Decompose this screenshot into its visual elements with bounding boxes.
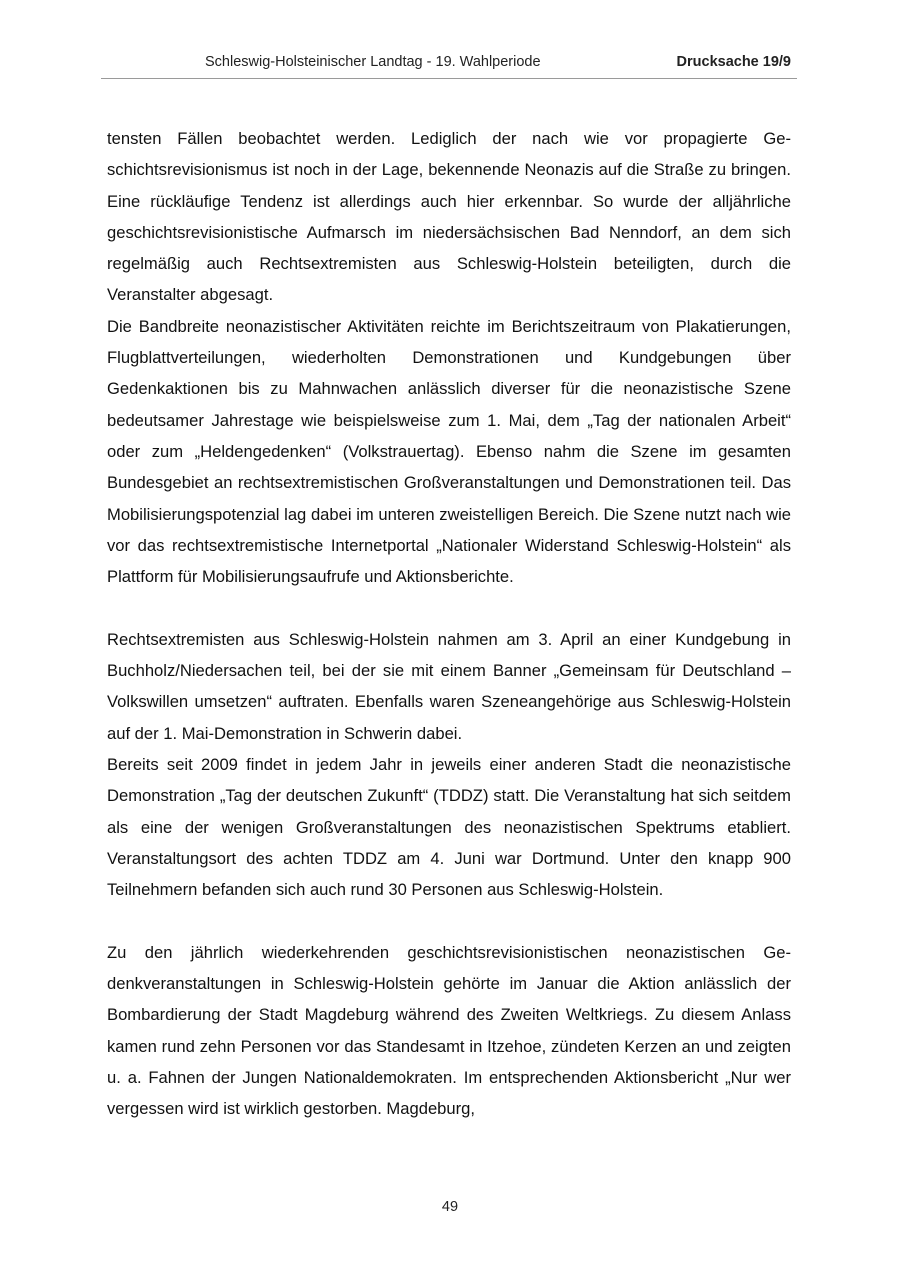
- paragraph-5: Zu den jährlich wiederkehrenden geschichtsrevisionistischen neonazistischen Gedenkveranstaltungen in Schleswig-Holstein gehörte im Januar die Aktion anlässlich der Bombardierung der Stadt Magdeburg während des Zweiten Weltkriegs. Zu diesem Anlass kamen rund zehn Personen vor das Standesamt in Itzehoe, zündeten Kerzen an und zeigten u. a. Fahnen der Jungen Nationaldemokraten. Im entsprechenden Aktionsbericht „Nur wer vergessen wird ist wirklich gestorben. Magdeburg,: [107, 942, 791, 1119]
- paragraph-4: Bereits seit 2009 findet in jedem Jahr in jeweils einer anderen Stadt die neonazistische Demonstration „Tag der deutschen Zukunft“ (TDDZ) statt. Die Veranstaltung hat sich seitdem als eine der wenigen Großveranstaltungen des neonazistischen Spektrums etabliert. Veranstaltungsort des achten TDDZ am 4. Juni war Dortmund. Unter den knapp 900 Teilnehmern befanden sich auch rund 30 Personen aus Schleswig-Holstein.: [107, 754, 791, 900]
- page-number: 49: [441, 1199, 459, 1215]
- paragraph-1: tensten Fällen beobachtet werden. Lediglich der nach wie vor propagierte Geschichtsrevisionismus ist noch in der Lage, bekennende Neonazis auf die Straße zu bringen. Eine rückläufige Tendenz ist allerdings auch hier erkennbar. So wurde der alljährliche geschichtsrevisionistische Aufmarsch im niedersächsischen Bad Nenndorf, an dem sich regelmäßig auch Rechtsextremisten aus Schleswig-Holstein beteiligten, durch die Veranstalter abgesagt.: [107, 129, 791, 305]
- page-header: [101, 52, 797, 79]
- header-title: Schleswig-Holsteinischer Landtag - 19. Wahlperiode: [205, 54, 541, 70]
- paragraph-2: Die Bandbreite neonazistischer Aktivitäten reichte im Berichtszeitraum von Plakatierungen, Flugblattverteilungen, wiederholten Demonstrationen und Kundgebungen über Gedenkaktionen bis zu Mahnwachen anlässlich diverser für die neonazistische Szene bedeutsamer Jahrestage wie beispielsweise zum 1. Mai, dem „Tag der nationalen Arbeit“ oder zum „Heldengedenken“ (Volkstrauertag). Ebenso nahm die Szene im gesamten Bundesgebiet an rechtsextremistischen Großveranstaltungen und Demonstrationen teil. Das Mobilisierungspotenzial lag dabei im unteren zweistelligen Bereich. Die Szene nutzt nach wie vor das rechtsextremistische Internetportal „Nationaler Widerstand Schleswig-Holstein“ als Plattform für Mobilisierungsaufrufe und Aktionsberichte.: [107, 316, 791, 587]
- body-text: [107, 123, 791, 1125]
- paragraph-3: Rechtsextremisten aus Schleswig-Holstein nahmen am 3. April an einer Kundgebung in Buchholz/Niedersachen teil, bei der sie mit einem Banner „Gemeinsam für Deutschland – Volkswillen umsetzen“ auftraten. Ebenfalls waren Szeneangehörige aus Schleswig-Holstein auf der 1. Mai-Demonstration in Schwerin dabei.: [107, 629, 791, 743]
- document-number: Drucksache 19/9: [676, 54, 791, 70]
